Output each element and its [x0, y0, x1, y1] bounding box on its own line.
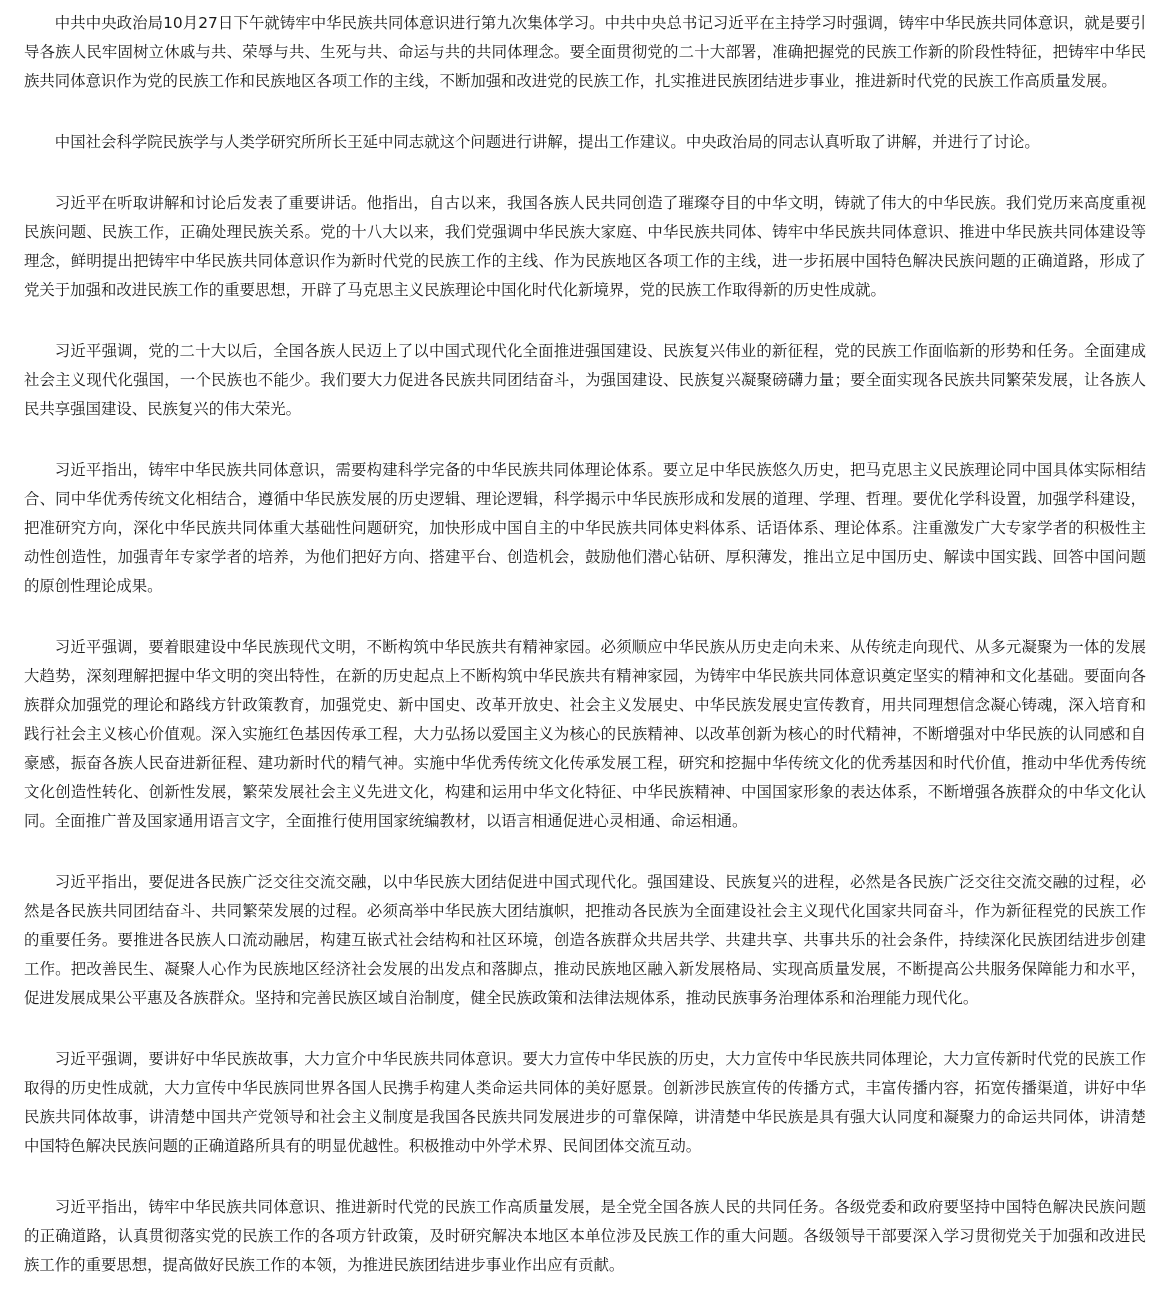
paragraph-8: 习近平强调，要讲好中华民族故事，大力宣介中华民族共同体意识。要大力宣传中华民族的历史，大力宣传中华民族共同体理论，大力宣传新时代党的民族工作取得的历史性成就，大力宣传中华民族同世界各国人民携手构建人类命运共同体的美好愿景。创新涉民族宣传的传播方式，丰富传播内容，拓宽传播渠道，讲好中华民族共同体故事，讲清楚中国共产党领导和社会主义制度是我国各民族共同发展进步的可靠保障，讲清楚中华民族是具有强大认同度和凝聚力的命运共同体，讲清楚中国特色解决民族问题的正确道路所具有的明显优越性。积极推动中外学术界、民间团体交流互动。: [24, 1050, 1146, 1155]
paragraph-1: 中共中央政治局10月27日下午就铸牢中华民族共同体意识进行第九次集体学习。中共中央总书记习近平在主持学习时强调，铸牢中华民族共同体意识，就是要引导各族人民牢固树立休戚与共、荣辱与共、生死与共、命运与共的共同体理念。要全面贯彻党的二十大部署，准确把握党的民族工作新的阶段性特征，把铸牢中华民族共同体意识作为党的民族工作和民族地区各项工作的主线，不断加强和改进党的民族工作，扎实推进民族团结进步事业，推进新时代党的民族工作高质量发展。: [24, 14, 1146, 90]
article-body: [24, 9, 1146, 1280]
paragraph-5: 习近平指出，铸牢中华民族共同体意识，需要构建科学完备的中华民族共同体理论体系。要立足中华民族悠久历史，把马克思主义民族理论同中国具体实际相结合、同中华优秀传统文化相结合，遵循中华民族发展的历史逻辑、理论逻辑，科学揭示中华民族形成和发展的道理、学理、哲理。要优化学科设置，加强学科建设，把准研究方向，深化中华民族共同体重大基础性问题研究，加快形成中国自主的中华民族共同体史料体系、话语体系、理论体系。注重激发广大专家学者的积极性主动性创造性，加强青年专家学者的培养，为他们把好方向、搭建平台、创造机会，鼓励他们潜心钻研、厚积薄发，推出立足中国历史、解读中国实践、回答中国问题的原创性理论成果。: [24, 461, 1146, 595]
paragraph-2: 中国社会科学院民族学与人类学研究所所长王延中同志就这个问题进行讲解，提出工作建议。中央政治局的同志认真听取了讲解，并进行了讨论。: [54, 133, 1040, 151]
paragraph-3: 习近平在听取讲解和讨论后发表了重要讲话。他指出，自古以来，我国各族人民共同创造了璀璨夺目的中华文明，铸就了伟大的中华民族。我们党历来高度重视民族问题、民族工作，正确处理民族关系。党的十八大以来，我们党强调中华民族大家庭、中华民族共同体、铸牢中华民族共同体意识、推进中华民族共同体建设等理念，鲜明提出把铸牢中华民族共同体意识作为新时代党的民族工作的主线、作为民族地区各项工作的主线，进一步拓展中国特色解决民族问题的正确道路，形成了党关于加强和改进民族工作的重要思想，开辟了马克思主义民族理论中国化时代化新境界，党的民族工作取得新的历史性成就。: [24, 194, 1146, 299]
paragraph-4: 习近平强调，党的二十大以后，全国各族人民迈上了以中国式现代化全面推进强国建设、民族复兴伟业的新征程，党的民族工作面临新的形势和任务。全面建成社会主义现代化强国，一个民族也不能少。我们要大力促进各民族共同团结奋斗，为强国建设、民族复兴凝聚磅礴力量；要全面实现各民族共同繁荣发展，让各族人民共享强国建设、民族复兴的伟大荣光。: [24, 342, 1146, 418]
paragraph-7: 习近平指出，要促进各民族广泛交往交流交融，以中华民族大团结促进中国式现代化。强国建设、民族复兴的进程，必然是各民族广泛交往交流交融的过程，必然是各民族共同团结奋斗、共同繁荣发展的过程。必须高举中华民族大团结旗帜，把推动各民族为全面建设社会主义现代化国家共同奋斗，作为新征程党的民族工作的重要任务。要推进各民族人口流动融居，构建互嵌式社会结构和社区环境，创造各族群众共居共学、共建共享、共事共乐的社会条件，持续深化民族团结进步创建工作。把改善民生、凝聚人心作为民族地区经济社会发展的出发点和落脚点，推动民族地区融入新发展格局、实现高质量发展，不断提高公共服务保障能力和水平，促进发展成果公平惠及各族群众。坚持和完善民族区域自治制度，健全民族政策和法律法规体系，推动民族事务治理体系和治理能力现代化。: [24, 873, 1146, 1007]
paragraph-9: 习近平指出，铸牢中华民族共同体意识、推进新时代党的民族工作高质量发展，是全党全国各族人民的共同任务。各级党委和政府要坚持中国特色解决民族问题的正确道路，认真贯彻落实党的民族工作的各项方针政策，及时研究解决本地区本单位涉及民族工作的重大问题。各级领导干部要深入学习贯彻党关于加强和改进民族工作的重要思想，提高做好民族工作的本领，为推进民族团结进步事业作出应有贡献。: [24, 1198, 1146, 1274]
paragraph-6: 习近平强调，要着眼建设中华民族现代文明，不断构筑中华民族共有精神家园。必须顺应中华民族从历史走向未来、从传统走向现代、从多元凝聚为一体的发展大趋势，深刻理解把握中华文明的突出特性，在新的历史起点上不断构筑中华民族共有精神家园，为铸牢中华民族共同体意识奠定坚实的精神和文化基础。要面向各族群众加强党的理论和路线方针政策教育，加强党史、新中国史、改革开放史、社会主义发展史、中华民族发展史宣传教育，用共同理想信念凝心铸魂，深入培育和践行社会主义核心价值观。深入实施红色基因传承工程，大力弘扬以爱国主义为核心的民族精神、以改革创新为核心的时代精神，不断增强对中华民族的认同感和自豪感，振奋各族人民奋进新征程、建功新时代的精气神。实施中华优秀传统文化传承发展工程，研究和挖掘中华传统文化的优秀基因和时代价值，推动中华优秀传统文化创造性转化、创新性发展，繁荣发展社会主义先进文化，构建和运用中华文化特征、中华民族精神、中国国家形象的表达体系，不断增强各族群众的中华文化认同。全面推广普及国家通用语言文字，全面推行使用国家统编教材，以语言相通促进心灵相通、命运相通。: [24, 638, 1146, 830]
